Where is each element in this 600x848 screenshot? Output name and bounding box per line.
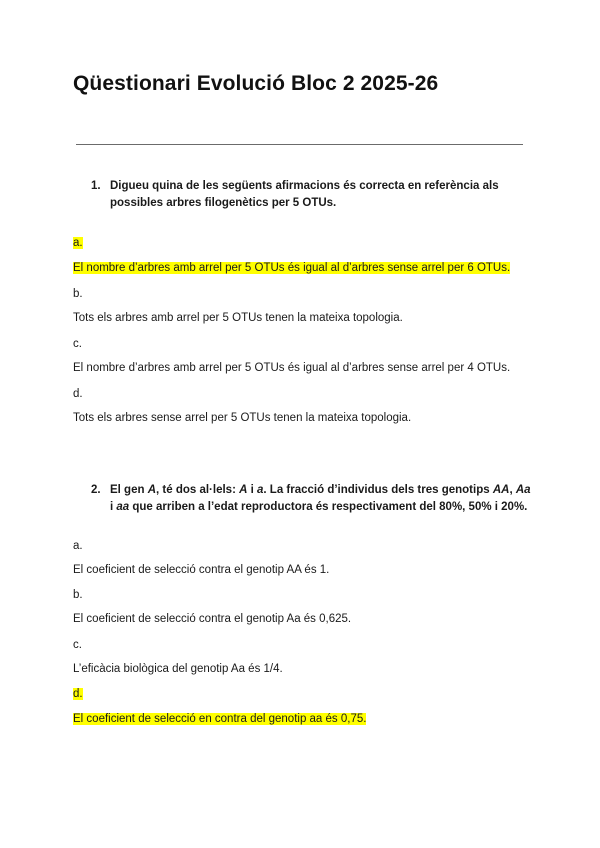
option-text-content: El nombre d’arbres amb arrel per 5 OTUs és igual al d’arbres sense arrel per 6 OTUs. — [73, 262, 511, 274]
question-text: Digueu quina de les següents afirmacions és correcta en referència als possibles arbres filogenètics per 5 OTUs. — [110, 180, 499, 209]
option-text: El coeficient de selecció contra el genotip AA és 1. — [73, 564, 330, 576]
option-text-content: El coeficient de selecció en contra del genotip aa és 0,75. — [73, 713, 367, 725]
option-text — [73, 261, 510, 276]
question-number: 1. — [91, 180, 101, 192]
option-text: Tots els arbres sense arrel per 5 OTUs tenen la mateixa topologia. — [73, 412, 412, 424]
option-letter: c. — [73, 639, 82, 651]
option-letter — [73, 687, 83, 702]
option-text: El nombre d’arbres amb arrel per 5 OTUs és igual al d’arbres sense arrel per 4 OTUs. — [73, 362, 511, 374]
document-title: Qüestionari Evolució Bloc 2 2025-26 — [73, 72, 439, 95]
title-divider — [76, 144, 523, 145]
option-text: L’eficàcia biològica del genotip Aa és 1/4. — [73, 663, 283, 675]
question-number: 2. — [91, 484, 101, 496]
question-1 — [91, 178, 531, 212]
option-letter: b. — [73, 288, 83, 300]
option-letter-text: a. — [73, 237, 83, 249]
question-text: El gen A, té dos al·lels: A i a. La fracció d’individus dels tres genotips AA, Aa i aa que arriben a l’edat reproductora és respectivament del 80%, 50% i 20%. — [110, 484, 531, 513]
option-letter: b. — [73, 589, 83, 601]
option-text — [73, 712, 366, 727]
option-letter — [73, 236, 83, 251]
option-letter: a. — [73, 540, 83, 552]
option-letter-text: d. — [73, 688, 83, 700]
option-letter: d. — [73, 388, 83, 400]
option-letter: c. — [73, 338, 82, 350]
question-2 — [91, 482, 531, 516]
option-text: El coeficient de selecció contra el genotip Aa és 0,625. — [73, 613, 352, 625]
option-text: Tots els arbres amb arrel per 5 OTUs tenen la mateixa topologia. — [73, 312, 403, 324]
